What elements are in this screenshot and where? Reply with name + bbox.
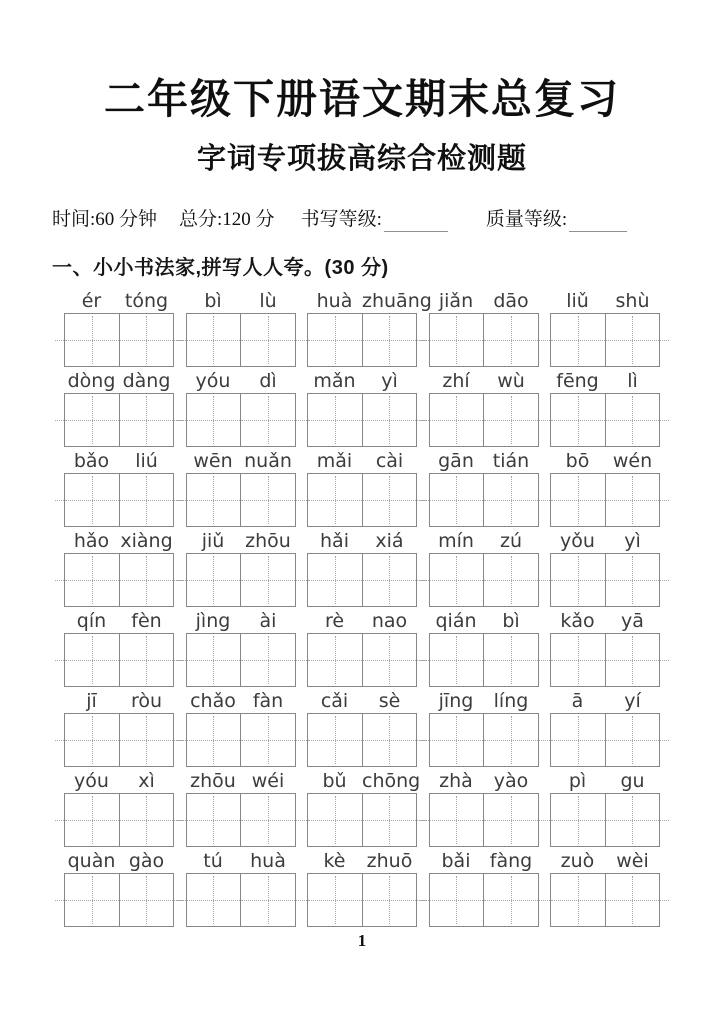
writing-box-group (307, 393, 417, 447)
pinyin-syllable: bì (204, 289, 222, 312)
writing-cell (65, 394, 119, 446)
pinyin-word (429, 529, 539, 553)
writing-box-group (429, 313, 539, 367)
pinyin-word (550, 689, 660, 713)
writing-cell (605, 394, 660, 446)
pinyin-syllable: cǎi (320, 689, 349, 712)
writing-cell (308, 634, 362, 686)
time-label: 时间:60 分钟 (52, 209, 158, 231)
writing-cell (362, 874, 417, 926)
writing-cell (362, 714, 417, 766)
writing-box-group (64, 553, 174, 607)
pinyin-syllable: dàng (122, 369, 171, 392)
pinyin-syllable: chǎo (190, 689, 236, 712)
writing-box-group (429, 473, 539, 527)
writing-box-line (64, 793, 660, 847)
pinyin-syllable: zhà (439, 769, 473, 792)
pinyin-word (307, 289, 432, 313)
pinyin-word (186, 289, 296, 313)
writing-cell (240, 874, 295, 926)
writing-box-line (64, 473, 660, 527)
pinyin-syllable: dòng (67, 369, 116, 392)
writing-cell (240, 714, 295, 766)
pinyin-word (186, 609, 296, 633)
pinyin-syllable: quàn (67, 849, 116, 872)
writing-box-group (550, 713, 660, 767)
writing-cell (430, 794, 484, 846)
writing-cell (605, 874, 660, 926)
pinyin-word (429, 289, 539, 313)
pinyin-syllable: fàn (252, 689, 284, 712)
pinyin-word (429, 849, 539, 873)
pinyin-syllable: yóu (195, 369, 231, 392)
pinyin-syllable: liú (135, 449, 158, 472)
pinyin-grid (64, 289, 660, 927)
writing-box-line (64, 553, 660, 607)
writing-cell (551, 314, 605, 366)
writing-box-group (64, 793, 174, 847)
total-score-label: 总分:120 分 (179, 209, 275, 231)
writing-cell (187, 874, 241, 926)
writing-box-group (550, 873, 660, 927)
writing-cell (119, 314, 174, 366)
writing-cell (187, 554, 241, 606)
writing-cell (308, 714, 362, 766)
pinyin-syllable: dì (259, 369, 277, 392)
pinyin-syllable: ā (571, 689, 584, 712)
writing-box-group (186, 473, 296, 527)
writing-cell (119, 554, 174, 606)
pinyin-word (64, 609, 174, 633)
writing-cell (483, 634, 538, 686)
pinyin-line (64, 769, 660, 793)
writing-box-group (550, 553, 660, 607)
writing-cell (551, 874, 605, 926)
writing-cell (308, 314, 362, 366)
pinyin-syllable: bì (502, 609, 520, 632)
writing-cell (187, 314, 241, 366)
writing-cell (308, 554, 362, 606)
writing-cell (605, 634, 660, 686)
writing-box-group (64, 633, 174, 687)
pinyin-syllable: jī (86, 689, 97, 712)
pinyin-syllable: hǎo (73, 529, 110, 552)
writing-cell (65, 714, 119, 766)
pinyin-syllable: xiá (375, 529, 404, 552)
writing-box-group (186, 713, 296, 767)
pinyin-word (307, 689, 417, 713)
writing-cell (362, 474, 417, 526)
writing-cell (605, 714, 660, 766)
pinyin-word (429, 609, 539, 633)
pinyin-word (429, 689, 539, 713)
pinyin-syllable: xiàng (120, 529, 173, 552)
writing-cell (187, 634, 241, 686)
writing-box-group (64, 313, 174, 367)
pinyin-syllable: rè (324, 609, 345, 632)
writing-cell (65, 794, 119, 846)
pinyin-word (186, 689, 296, 713)
pinyin-syllable: zhí (442, 369, 470, 392)
quality-grade-label: 质量等级: (485, 209, 568, 231)
word-row (64, 689, 660, 767)
pinyin-syllable: zhuāng (362, 289, 432, 312)
writing-box-line (64, 393, 660, 447)
writing-cell (430, 314, 484, 366)
writing-cell (119, 794, 174, 846)
writing-cell (483, 554, 538, 606)
writing-cell (430, 554, 484, 606)
pinyin-word (550, 769, 660, 793)
pinyin-syllable: mǎn (313, 369, 356, 392)
pinyin-syllable: nao (371, 609, 408, 632)
pinyin-word (429, 449, 539, 473)
writing-cell (187, 794, 241, 846)
pinyin-syllable: zhōu (245, 529, 291, 552)
pinyin-syllable: bō (565, 449, 590, 472)
pinyin-syllable: yǒu (560, 529, 595, 552)
writing-box-group (307, 473, 417, 527)
pinyin-syllable: yā (621, 609, 644, 632)
writing-cell (605, 474, 660, 526)
writing-cell (308, 794, 362, 846)
writing-box-group (429, 633, 539, 687)
pinyin-syllable: sè (378, 689, 401, 712)
writing-cell (65, 874, 119, 926)
pinyin-line (64, 689, 660, 713)
writing-box-group (429, 793, 539, 847)
pinyin-syllable: ér (81, 289, 102, 312)
pinyin-word (550, 609, 660, 633)
writing-box-group (186, 313, 296, 367)
pinyin-syllable: ròu (130, 689, 163, 712)
writing-cell (483, 314, 538, 366)
writing-box-group (186, 873, 296, 927)
pinyin-word (429, 369, 539, 393)
writing-cell (605, 554, 660, 606)
pinyin-syllable: yì (381, 369, 398, 392)
pinyin-syllable: dāo (493, 289, 529, 312)
writing-box-group (186, 393, 296, 447)
writing-box-line (64, 313, 660, 367)
word-row (64, 529, 660, 607)
pinyin-word (64, 289, 174, 313)
writing-cell (65, 554, 119, 606)
pinyin-syllable: wēn (193, 449, 233, 472)
pinyin-word (186, 769, 296, 793)
writing-box-group (429, 393, 539, 447)
writing-cell (483, 394, 538, 446)
pinyin-line (64, 529, 660, 553)
pinyin-syllable: líng (493, 689, 529, 712)
pinyin-syllable: wéi (251, 769, 285, 792)
pinyin-syllable: qián (435, 609, 477, 632)
writing-box-group (307, 553, 417, 607)
writing-box-group (550, 393, 660, 447)
pinyin-syllable: yào (493, 769, 529, 792)
writing-cell (605, 794, 660, 846)
word-row (64, 449, 660, 527)
pinyin-word (307, 529, 417, 553)
word-row (64, 769, 660, 847)
pinyin-word (550, 849, 660, 873)
writing-cell (483, 474, 538, 526)
writing-box-group (64, 393, 174, 447)
writing-box-group (429, 873, 539, 927)
pinyin-word (307, 609, 417, 633)
pinyin-syllable: pì (568, 769, 587, 792)
pinyin-word (64, 369, 174, 393)
writing-box-group (307, 713, 417, 767)
writing-box-group (550, 473, 660, 527)
pinyin-line (64, 369, 660, 393)
writing-cell (430, 474, 484, 526)
word-row (64, 609, 660, 687)
pinyin-syllable: qín (76, 609, 107, 632)
writing-cell (308, 394, 362, 446)
writing-grade-label: 书写等级: (300, 209, 382, 231)
pinyin-syllable: zhōu (190, 769, 236, 792)
writing-cell (551, 394, 605, 446)
pinyin-syllable: chōng (362, 769, 421, 792)
pinyin-word (429, 769, 539, 793)
pinyin-syllable: fàng (489, 849, 533, 872)
pinyin-syllable: zuò (560, 849, 595, 872)
pinyin-syllable: hǎi (320, 529, 349, 552)
pinyin-word (307, 369, 417, 393)
writing-box-group (550, 793, 660, 847)
writing-cell (362, 394, 417, 446)
pinyin-word (64, 849, 174, 873)
pinyin-word (307, 849, 417, 873)
writing-cell (240, 794, 295, 846)
pinyin-word (186, 369, 296, 393)
pinyin-syllable: jiǔ (201, 529, 225, 552)
pinyin-syllable: kè (323, 849, 346, 872)
pinyin-syllable: tián (492, 449, 530, 472)
writing-cell (605, 314, 660, 366)
pinyin-word (64, 689, 174, 713)
writing-grade-blank (384, 215, 448, 232)
pinyin-line (64, 849, 660, 873)
pinyin-word (550, 369, 660, 393)
writing-box-group (64, 713, 174, 767)
writing-cell (187, 394, 241, 446)
writing-cell (483, 874, 538, 926)
word-row (64, 289, 660, 367)
pinyin-word (186, 849, 296, 873)
pinyin-syllable: bǎi (441, 849, 471, 872)
writing-cell (430, 634, 484, 686)
writing-cell (551, 714, 605, 766)
writing-box-line (64, 713, 660, 767)
writing-box-group (307, 313, 417, 367)
pinyin-syllable: tóng (124, 289, 169, 312)
pinyin-syllable: yì (624, 529, 641, 552)
writing-cell (551, 634, 605, 686)
pinyin-syllable: nuǎn (244, 449, 292, 472)
writing-cell (240, 634, 295, 686)
pinyin-syllable: zhuō (366, 849, 413, 872)
pinyin-word (307, 449, 417, 473)
writing-cell (483, 714, 538, 766)
pinyin-word (307, 769, 421, 793)
page-number: 1 (357, 930, 367, 950)
pinyin-syllable: cài (375, 449, 404, 472)
writing-box-group (186, 633, 296, 687)
word-row (64, 369, 660, 447)
pinyin-syllable: gào (128, 849, 165, 872)
writing-box-group (307, 793, 417, 847)
writing-cell (551, 474, 605, 526)
pinyin-syllable: mǎi (316, 449, 353, 472)
pinyin-syllable: tú (203, 849, 223, 872)
pinyin-word (186, 529, 296, 553)
writing-cell (119, 874, 174, 926)
writing-cell (65, 314, 119, 366)
pinyin-syllable: kǎo (560, 609, 595, 632)
writing-cell (119, 474, 174, 526)
pinyin-syllable: zú (499, 529, 522, 552)
writing-box-group (429, 713, 539, 767)
writing-box-group (64, 473, 174, 527)
writing-cell (430, 874, 484, 926)
pinyin-word (550, 529, 660, 553)
writing-box-line (64, 873, 660, 927)
exam-info-bar (52, 209, 694, 232)
pinyin-syllable: liǔ (566, 289, 589, 312)
writing-cell (240, 554, 295, 606)
writing-cell (308, 874, 362, 926)
pinyin-syllable: ài (259, 609, 277, 632)
writing-cell (240, 474, 295, 526)
pinyin-line (64, 609, 660, 633)
writing-cell (362, 314, 417, 366)
writing-box-group (429, 553, 539, 607)
pinyin-word (186, 449, 296, 473)
pinyin-syllable: wèi (616, 849, 649, 872)
pinyin-syllable: shù (615, 289, 650, 312)
writing-cell (551, 794, 605, 846)
writing-cell (362, 794, 417, 846)
pinyin-syllable: gu (620, 769, 645, 792)
writing-box-group (186, 553, 296, 607)
section-one-heading: 一、小小书法家,拼写人人夸。(30 分) (52, 256, 389, 279)
writing-box-group (186, 793, 296, 847)
pinyin-word (64, 769, 174, 793)
pinyin-syllable: lì (627, 369, 638, 392)
pinyin-syllable: lù (259, 289, 277, 312)
pinyin-syllable: jìng (195, 609, 231, 632)
pinyin-line (64, 449, 660, 473)
pinyin-syllable: mín (438, 529, 474, 552)
page-title: 二年级下册语文期末总复习 (104, 76, 620, 122)
writing-cell (430, 714, 484, 766)
page-subtitle: 字词专项拔高综合检测题 (196, 143, 527, 176)
writing-cell (187, 474, 241, 526)
word-row (64, 849, 660, 927)
pinyin-word (64, 529, 174, 553)
pinyin-word (64, 449, 174, 473)
pinyin-syllable: wén (612, 449, 653, 472)
pinyin-word (550, 289, 660, 313)
pinyin-syllable: gān (438, 449, 474, 472)
writing-cell (362, 554, 417, 606)
pinyin-syllable: yí (624, 689, 641, 712)
writing-cell (119, 394, 174, 446)
writing-box-line (64, 633, 660, 687)
quality-grade-blank (569, 215, 627, 232)
pinyin-syllable: huà (250, 849, 286, 872)
writing-cell (430, 394, 484, 446)
pinyin-syllable: wù (497, 369, 525, 392)
writing-cell (187, 714, 241, 766)
writing-cell (240, 394, 295, 446)
writing-cell (308, 474, 362, 526)
pinyin-syllable: fèn (131, 609, 162, 632)
pinyin-word (550, 449, 660, 473)
writing-box-group (64, 873, 174, 927)
writing-box-group (307, 633, 417, 687)
pinyin-syllable: fēng (556, 369, 599, 392)
pinyin-syllable: xì (138, 769, 155, 792)
writing-cell (65, 634, 119, 686)
pinyin-syllable: jīng (438, 689, 474, 712)
writing-cell (119, 714, 174, 766)
pinyin-syllable: yóu (74, 769, 109, 792)
writing-cell (551, 554, 605, 606)
writing-box-group (550, 313, 660, 367)
writing-cell (483, 794, 538, 846)
pinyin-syllable: huà (316, 289, 353, 312)
writing-cell (65, 474, 119, 526)
pinyin-syllable: bǔ (322, 769, 347, 792)
pinyin-line (64, 289, 660, 313)
writing-cell (362, 634, 417, 686)
writing-box-group (307, 873, 417, 927)
pinyin-syllable: bǎo (73, 449, 110, 472)
pinyin-syllable: jiǎn (438, 289, 474, 312)
writing-cell (119, 634, 174, 686)
writing-cell (240, 314, 295, 366)
writing-box-group (550, 633, 660, 687)
